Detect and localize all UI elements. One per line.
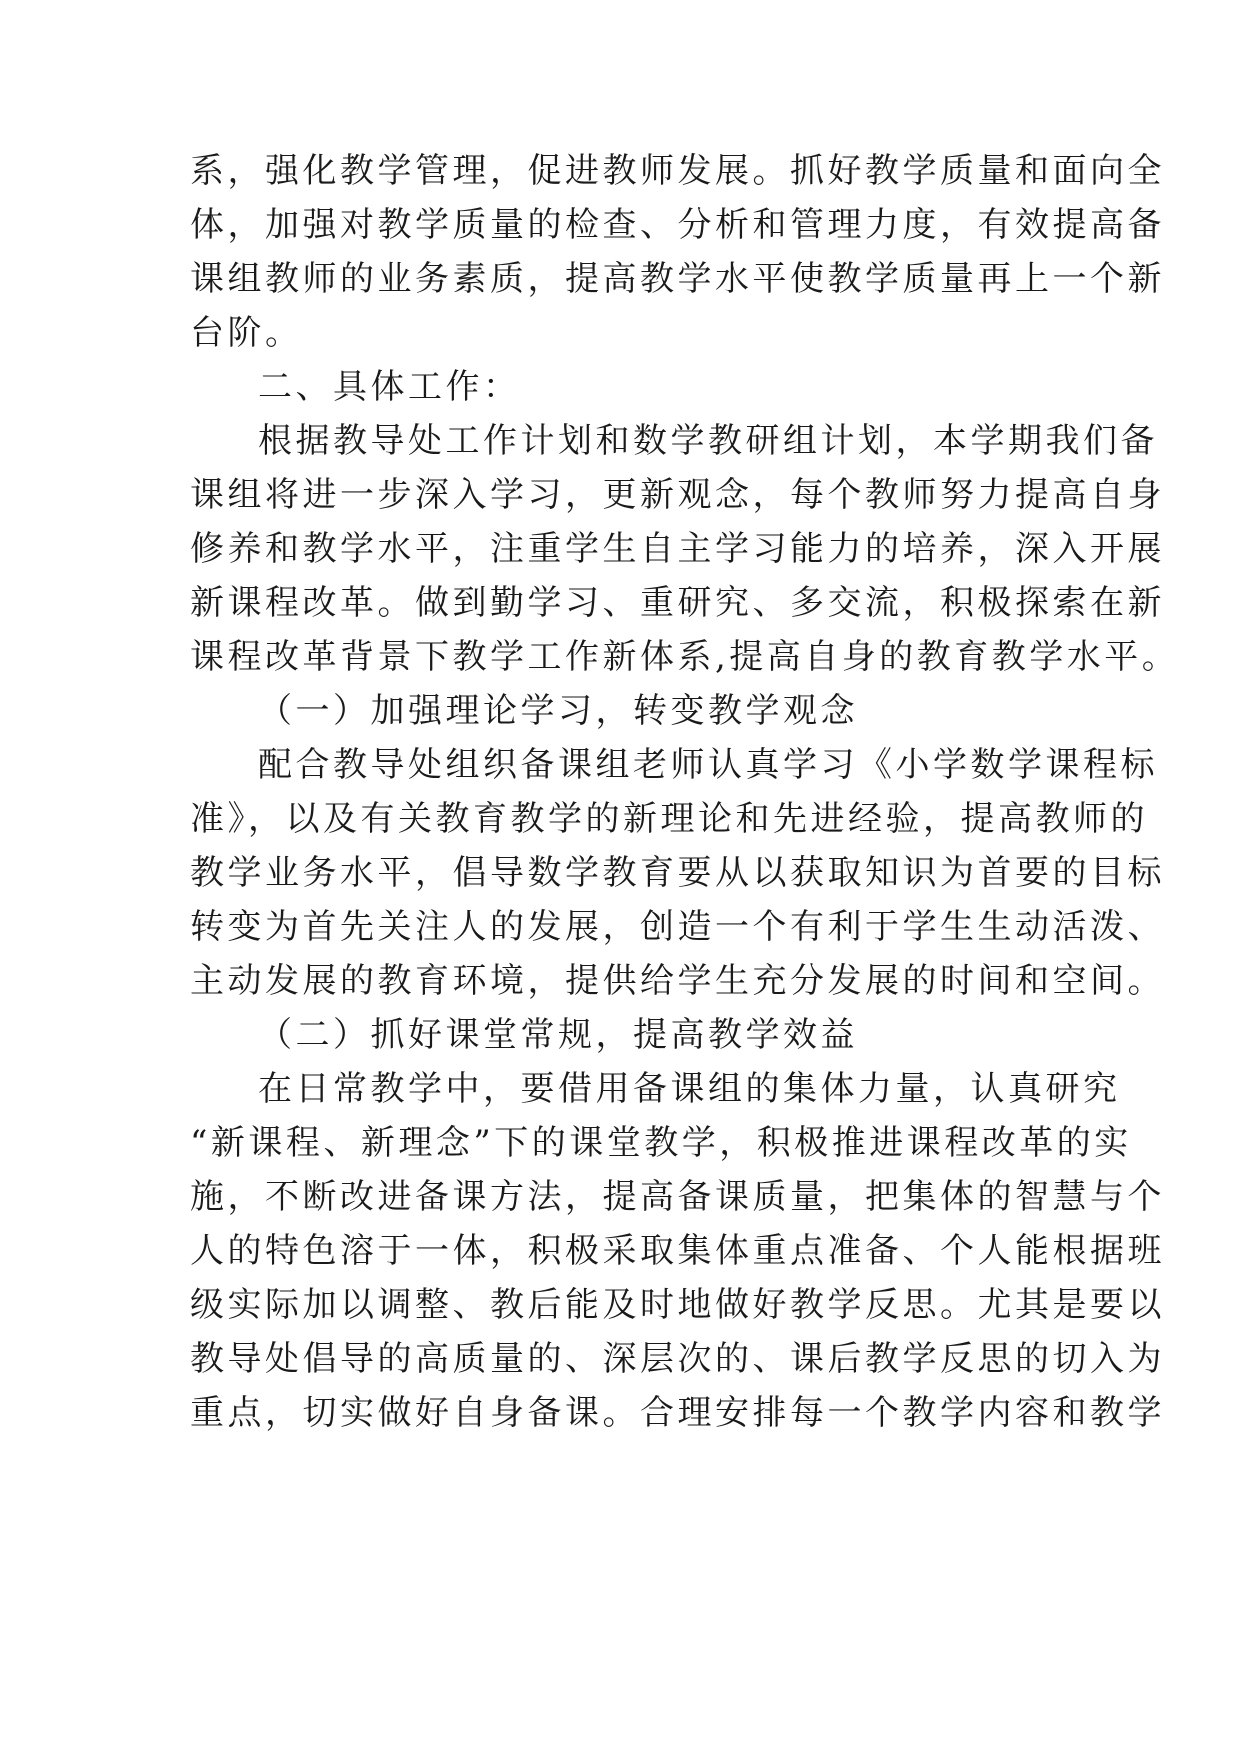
text-line: 在日常教学中，要借用备课组的集体力量，认真研究 xyxy=(258,1069,1121,1109)
text-line: 台阶。 xyxy=(190,313,303,353)
text-line: 重点，切实做好自身备课。合理安排每一个教学内容和教学 xyxy=(190,1393,1165,1433)
text-line: 课组教师的业务素质，提高教学水平使教学质量再上一个新 xyxy=(190,259,1165,299)
text-line: 级实际加以调整、教后能及时地做好教学反思。尤其是要以 xyxy=(190,1285,1165,1325)
text-line: 新课程改革。做到勤学习、重研究、多交流，积极探索在新 xyxy=(190,583,1165,623)
text-line: 修养和教学水平，注重学生自主学习能力的培养，深入开展 xyxy=(190,529,1165,569)
text-line: “新课程、新理念”下的课堂教学，积极推进课程改革的实 xyxy=(190,1123,1132,1163)
text-line: 主动发展的教育环境，提供给学生充分发展的时间和空间。 xyxy=(190,961,1165,1001)
text-line: 课程改革背景下教学工作新体系,提高自身的教育教学水平。 xyxy=(190,637,1180,677)
section-heading: 二、具体工作： xyxy=(258,367,521,407)
subsection-heading: （一）加强理论学习，转变教学观念 xyxy=(258,691,858,731)
text-line: 体，加强对教学质量的检查、分析和管理力度，有效提高备 xyxy=(190,205,1165,245)
text-line: 施，不断改进备课方法，提高备课质量，把集体的智慧与个 xyxy=(190,1177,1165,1217)
text-line: 转变为首先关注人的发展，创造一个有利于学生生动活泼、 xyxy=(190,907,1165,947)
text-line: 教导处倡导的高质量的、深层次的、课后教学反思的切入为 xyxy=(190,1339,1165,1379)
text-line: 系，强化教学管理，促进教师发展。抓好教学质量和面向全 xyxy=(190,151,1165,191)
text-line: 准》，以及有关教育教学的新理论和先进经验，提高教师的 xyxy=(190,799,1148,839)
subsection-heading: （二）抓好课堂常规，提高教学效益 xyxy=(258,1015,858,1055)
text-line: 教学业务水平，倡导数学教育要从以获取知识为首要的目标 xyxy=(190,853,1165,893)
text-line: 人的特色溶于一体，积极采取集体重点准备、个人能根据班 xyxy=(190,1231,1165,1271)
text-line: 根据教导处工作计划和数学教研组计划，本学期我们备 xyxy=(258,421,1158,461)
text-line: 配合教导处组织备课组老师认真学习《小学数学课程标 xyxy=(258,745,1158,785)
text-line: 课组将进一步深入学习，更新观念，每个教师努力提高自身 xyxy=(190,475,1165,515)
